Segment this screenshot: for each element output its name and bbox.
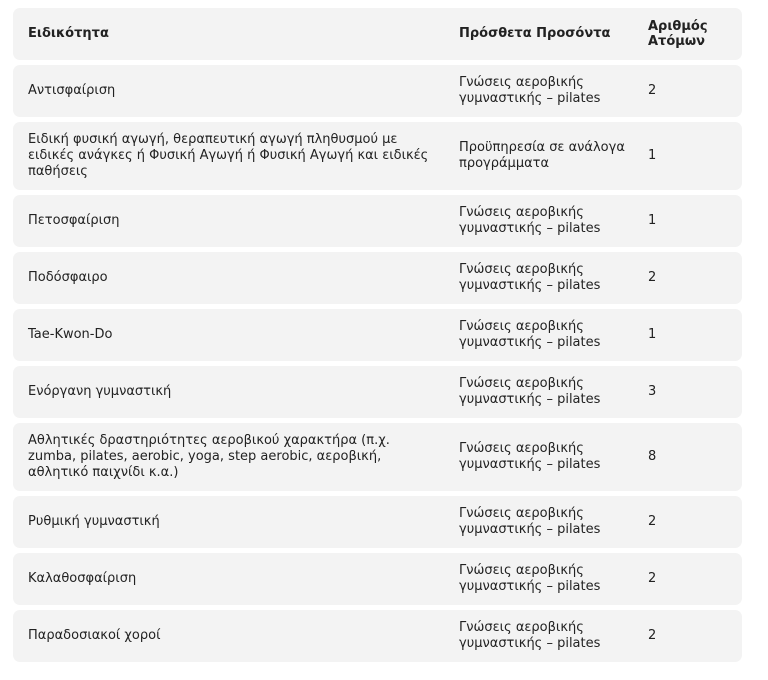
specialty-cell: Ειδική φυσική αγωγή, θεραπευτική αγωγή πληθυσμού με ειδικές ανάγκες ή Φυσική Αγωγή ή Φυσική Αγωγή και ειδικές παθήσεις (28, 132, 429, 179)
specialty-cell: Tae-Kwon-Do (28, 327, 113, 342)
table-row (13, 122, 742, 190)
specialty-cell: Ενόργανη γυμναστική (28, 384, 172, 399)
count-cell: 2 (648, 571, 657, 586)
qualifications-cell: Γνώσεις αεροβικής γυμναστικής – pilates (459, 506, 601, 537)
qualifications-cell: Γνώσεις αεροβικής γυμναστικής – pilates (459, 205, 601, 236)
table-row (13, 553, 742, 605)
table-row (13, 65, 742, 117)
count-cell: 2 (648, 628, 657, 643)
count-cell: 1 (648, 148, 657, 163)
table-header-row (13, 8, 742, 60)
specialty-cell: Ποδόσφαιρο (28, 270, 108, 285)
specialty-cell: Ρυθμική γυμναστική (28, 514, 160, 529)
table-row (13, 366, 742, 418)
qualifications-cell: Γνώσεις αεροβικής γυμναστικής – pilates (459, 563, 601, 594)
qualifications-cell: Γνώσεις αεροβικής γυμναστικής – pilates (459, 441, 601, 472)
specialty-cell: Αντισφαίριση (28, 83, 116, 98)
header-count: Αριθμός Ατόμων (648, 19, 708, 49)
count-cell: 2 (648, 270, 657, 285)
count-cell: 1 (648, 213, 657, 228)
specialty-cell: Αθλητικές δραστηριότητες αεροβικού χαρακτήρα (π.χ. zumba, pilates, aerobic, yoga, step aerobic, αεροβική, αθλητικό παιχνίδι κ.α.) (28, 433, 390, 480)
count-cell: 2 (648, 83, 657, 98)
qualifications-cell: Προϋπηρεσία σε ανάλογα προγράμματα (459, 140, 625, 171)
table-row (13, 496, 742, 548)
qualifications-cell: Γνώσεις αεροβικής γυμναστικής – pilates (459, 262, 601, 293)
qualifications-cell: Γνώσεις αεροβικής γυμναστικής – pilates (459, 319, 601, 350)
qualifications-cell: Γνώσεις αεροβικής γυμναστικής – pilates (459, 75, 601, 106)
qualifications-cell: Γνώσεις αεροβικής γυμναστικής – pilates (459, 376, 601, 407)
specialty-cell: Πετοσφαίριση (28, 213, 120, 228)
table-row (13, 423, 742, 491)
count-cell: 1 (648, 327, 657, 342)
table-row (13, 252, 742, 304)
specialty-cell: Καλαθοσφαίριση (28, 571, 137, 586)
header-specialty: Ειδικότητα (28, 26, 109, 41)
qualifications-cell: Γνώσεις αεροβικής γυμναστικής – pilates (459, 620, 601, 651)
count-cell: 3 (648, 384, 657, 399)
count-cell: 8 (648, 449, 657, 464)
table-row (13, 309, 742, 361)
specialty-cell: Παραδοσιακοί χοροί (28, 628, 161, 643)
count-cell: 2 (648, 514, 657, 529)
table-row (13, 610, 742, 662)
header-qualifications: Πρόσθετα Προσόντα (459, 26, 611, 41)
table-row (13, 195, 742, 247)
